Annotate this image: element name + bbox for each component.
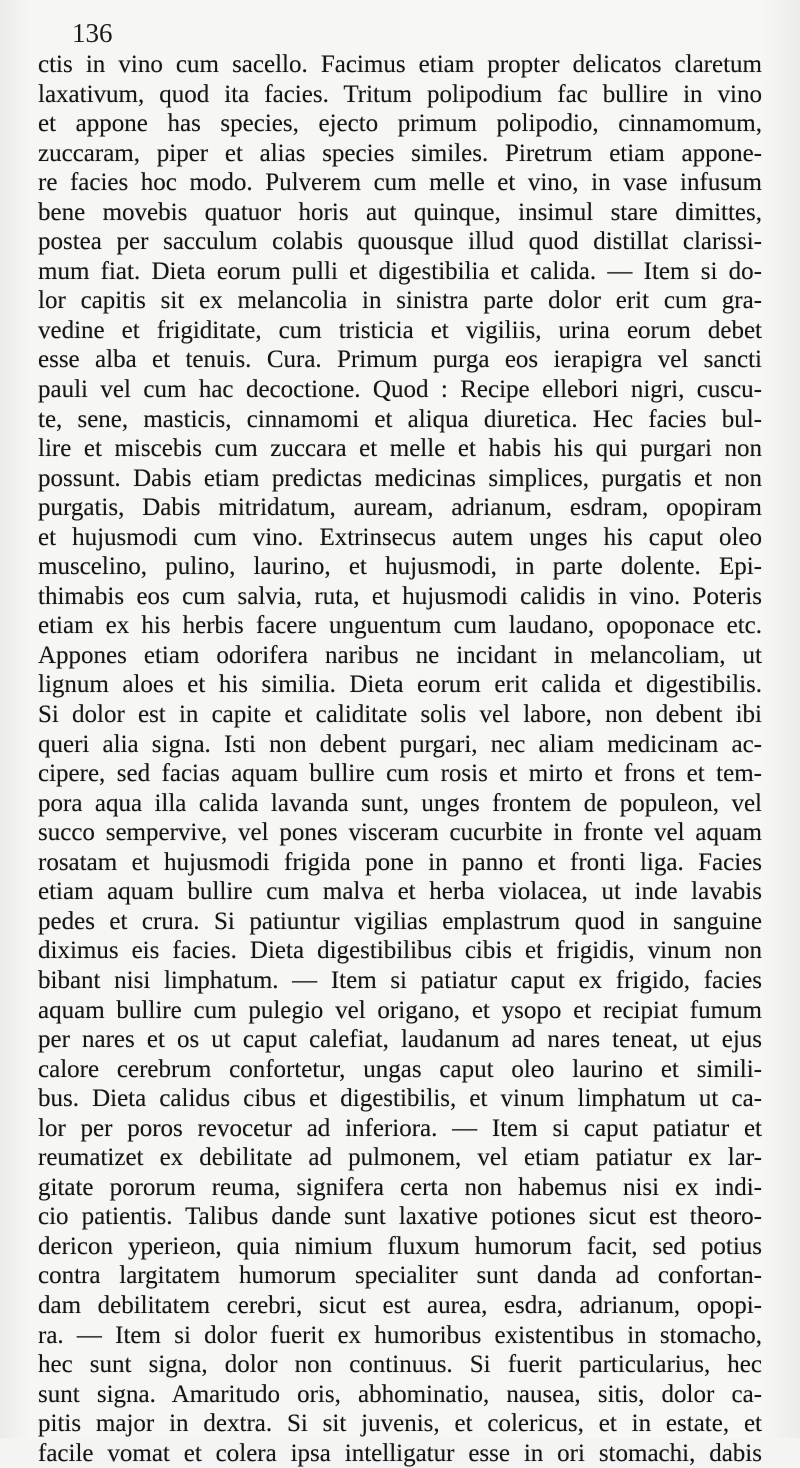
text-line: thimabis eos cum salvia, ruta, et hujusmodi calidis in vino. Poteris <box>38 582 762 610</box>
text-line: calore cerebrum confortetur, ungas caput oleo laurino et simili- <box>38 1055 762 1083</box>
text-line: pedes et crura. Si patiuntur vigilias emplastrum quod in sanguine <box>38 907 762 935</box>
text-line: Si dolor est in capite et caliditate solis vel labore, non debent ibi <box>38 701 762 729</box>
text-line: facile vomat et colera ipsa intelligatur esse in ori stomachi, dabis <box>38 1439 762 1467</box>
text-line: te, sene, masticis, cinnamomi et aliqua diuretica. Hec facies bul- <box>38 405 762 433</box>
text-line: pora aqua illa calida lavanda sunt, unges frontem de populeon, vel <box>38 789 762 817</box>
text-line: succo sempervive, vel pones visceram cucurbite in fronte vel aquam <box>38 819 762 847</box>
text-line: lignum aloes et his similia. Dieta eorum erit calida et digestibilis. <box>38 671 762 699</box>
text-line: ra. — Item si dolor fuerit ex humoribus existentibus in stomacho, <box>38 1321 762 1349</box>
text-line: contra largitatem humorum specialiter sunt danda ad confortan- <box>38 1262 762 1290</box>
text-line: cio patientis. Talibus dande sunt laxative potiones sicut est theoro- <box>38 1203 762 1231</box>
text-line: queri alia signa. Isti non debent purgari, nec aliam medicinam ac- <box>38 730 762 758</box>
text-line: re facies hoc modo. Pulverem cum melle et vino, in vase infusum <box>38 169 762 197</box>
text-line: lor capitis sit ex melancolia in sinistra parte dolor erit cum gra- <box>38 287 762 315</box>
text-line: etiam aquam bullire cum malva et herba violacea, ut inde lavabis <box>38 878 762 906</box>
text-line: sunt signa. Amaritudo oris, abhominatio, nausea, sitis, dolor ca- <box>38 1380 762 1408</box>
text-line: postea per sacculum colabis quousque illud quod distillat clarissi- <box>38 228 762 256</box>
text-line: Appones etiam odorifera naribus ne incidant in melancoliam, ut <box>38 641 762 669</box>
page-number: 136 <box>72 18 113 48</box>
text-line: bus. Dieta calidus cibus et digestibilis, et vinum limphatum ut ca- <box>38 1085 762 1113</box>
text-line: et appone has species, ejecto primum polipodio, cinnamomum, <box>38 110 762 138</box>
text-line: rosatam et hujusmodi frigida pone in panno et fronti liga. Facies <box>38 848 762 876</box>
text-line: per nares et os ut caput calefiat, laudanum ad nares teneat, ut ejus <box>38 1026 762 1054</box>
text-line: reumatizet ex debilitate ad pulmonem, vel etiam patiatur ex lar- <box>38 1144 762 1172</box>
text-line: diximus eis facies. Dieta digestibilibus cibis et frigidis, vinum non <box>38 937 762 965</box>
text-line: pitis major in dextra. Si sit juvenis, et colericus, et in estate, et <box>38 1410 762 1438</box>
text-line: zuccaram, piper et alias species similes. Piretrum etiam appone- <box>38 139 762 167</box>
text-line: vedine et frigiditate, cum tristicia et vigiliis, urina eorum debet <box>38 316 762 344</box>
text-line: gitate pororum reuma, signifera certa non habemus nisi ex indi- <box>38 1173 762 1201</box>
text-line: dam debilitatem cerebri, sicut est aurea, esdra, adrianum, opopi- <box>38 1291 762 1319</box>
text-body <box>38 50 762 1468</box>
text-line: esse alba et tenuis. Cura. Primum purga eos ierapigra vel sancti <box>38 346 762 374</box>
text-line: lire et miscebis cum zuccara et melle et habis his qui purgari non <box>38 435 762 463</box>
text-line: aquam bullire cum pulegio vel origano, et ysopo et recipiat fumum <box>38 996 762 1024</box>
text-line: possunt. Dabis etiam predictas medicinas simplices, purgatis et non <box>38 464 762 492</box>
text-line: hec sunt signa, dolor non continuus. Si fuerit particularius, hec <box>38 1351 762 1379</box>
text-line: etiam ex his herbis facere unguentum cum laudano, opoponace etc. <box>38 612 762 640</box>
text-line: et hujusmodi cum vino. Extrinsecus autem unges his caput oleo <box>38 523 762 551</box>
text-line: cipere, sed facias aquam bullire cum rosis et mirto et frons et tem- <box>38 760 762 788</box>
text-line: lor per poros revocetur ad inferiora. — Item si caput patiatur et <box>38 1114 762 1142</box>
text-line: mum fiat. Dieta eorum pulli et digestibilia et calida. — Item si do- <box>38 257 762 285</box>
text-line: muscelino, pulino, laurino, et hujusmodi, in parte dolente. Epi- <box>38 553 762 581</box>
text-line: purgatis, Dabis mitridatum, auream, adrianum, esdram, opopiram <box>38 494 762 522</box>
text-line: ctis in vino cum sacello. Facimus etiam propter delicatos claretum <box>38 51 762 78</box>
text-line: laxativum, quod ita facies. Tritum polipodium fac bullire in vino <box>38 80 762 108</box>
text-line: dericon yperieon, quia nimium fluxum humorum facit, sed potius <box>38 1232 762 1260</box>
text-line: bene movebis quatuor horis aut quinque, insimul stare dimittes, <box>38 198 762 226</box>
text-line: pauli vel cum hac decoctione. Quod : Recipe ellebori nigri, cuscu- <box>38 376 762 404</box>
text-line: bibant nisi limphatum. — Item si patiatur caput ex frigido, facies <box>38 966 762 994</box>
